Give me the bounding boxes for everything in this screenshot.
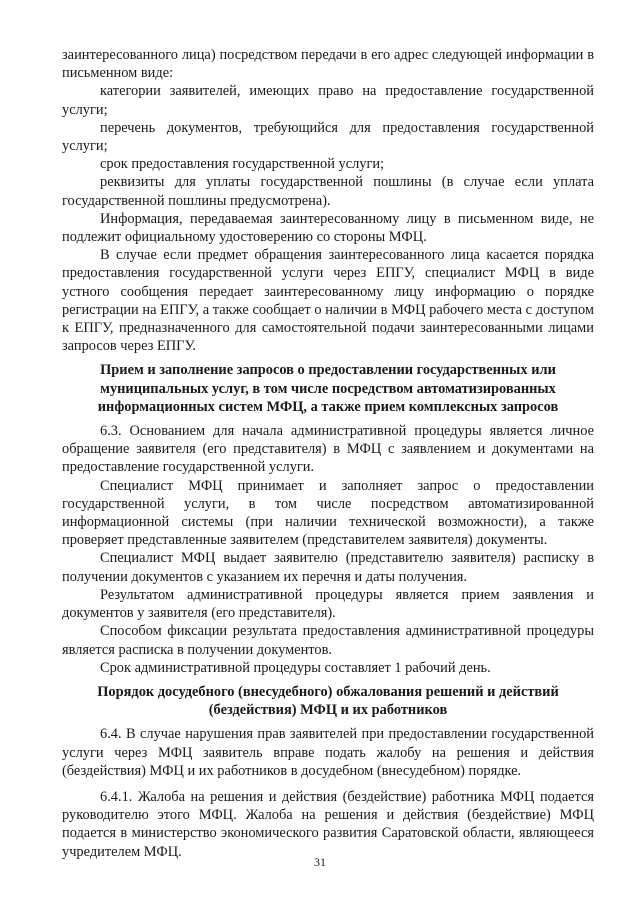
paragraph: срок предоставления государственной услуги; bbox=[100, 156, 385, 173]
paragraph: 6.4.1. Жалоба на решения и действия (бездействие) работника МФЦ подается руководителю этого МФЦ. Жалоба на решения и действия (бездействие) МФЦ подается в министерство экономического развития Саратовской области, являющееся учредителем МФЦ. bbox=[62, 788, 594, 860]
paragraph: категории заявителей, имеющих право на предоставление государственной услуги; bbox=[62, 83, 594, 118]
section-heading: Порядок досудебного (внесудебного) обжалования решений и действий (бездействия) МФЦ и их работников bbox=[97, 683, 559, 719]
section-heading: Прием и заполнение запросов о предоставлении государственных или муниципальных услуг, в том числе посредством автоматизированных информационных систем МФЦ, а также прием комплексных запросов bbox=[97, 362, 559, 415]
paragraph: заинтересованного лица) посредством передачи в его адрес следующей информации в письменном виде: bbox=[62, 47, 594, 82]
paragraph: Способом фиксации результата предоставления административной процедуры является расписка в получении документов. bbox=[62, 623, 594, 658]
paragraph: перечень документов, требующийся для предоставления государственной услуги; bbox=[62, 119, 594, 155]
paragraph: Информация, передаваемая заинтересованному лицу в письменном виде, не подлежит официальному удостоверению со стороны МФЦ. bbox=[62, 210, 594, 246]
paragraph: 6.3. Основанием для начала административной процедуры является личное обращение заявителя (его представителя) в МФЦ с заявлением и документами на предоставление государственной услуги. bbox=[62, 423, 594, 476]
page-number: 31 bbox=[314, 855, 326, 869]
paragraph: Результатом административной процедуры является прием заявления и документов у заявителя (его представителя). bbox=[62, 586, 594, 622]
paragraph: реквизиты для уплаты государственной пошлины (в случае если уплата государственной пошлины предусмотрена). bbox=[62, 174, 594, 209]
paragraph: 6.4. В случае нарушения прав заявителей при предоставлении государственной услуги через МФЦ заявитель вправе подать жалобу на решения и действия (бездействия) МФЦ и их работников в досудебном (внесудебном) порядке. bbox=[62, 726, 594, 779]
paragraph: В случае если предмет обращения заинтересованного лица касается порядка предоставления государственной услуги через ЕПГУ, специалист МФЦ в виде устного сообщения передает заинтересованному лицу информацию о порядке регистрации на ЕПГУ, а также сообщает о наличии в МФЦ рабочего места с доступом к ЕПГУ, предназначенного для самостоятельной подачи заинтересованными лицами запросов через ЕПГУ. bbox=[62, 247, 594, 355]
paragraph: Специалист МФЦ выдает заявителю (представителю заявителя) расписку в получении документов с указанием их перечня и даты получения. bbox=[62, 550, 594, 585]
paragraph: Специалист МФЦ принимает и заполняет запрос о предоставлении государственной услуги, в том числе посредством автоматизированной информационной системы (при наличии технической возможности), а также проверяет представленные заявителем (представителем заявителя) документы. bbox=[62, 477, 594, 549]
paragraph: Срок административной процедуры составляет 1 рабочий день. bbox=[100, 659, 491, 676]
document-page bbox=[62, 46, 594, 861]
